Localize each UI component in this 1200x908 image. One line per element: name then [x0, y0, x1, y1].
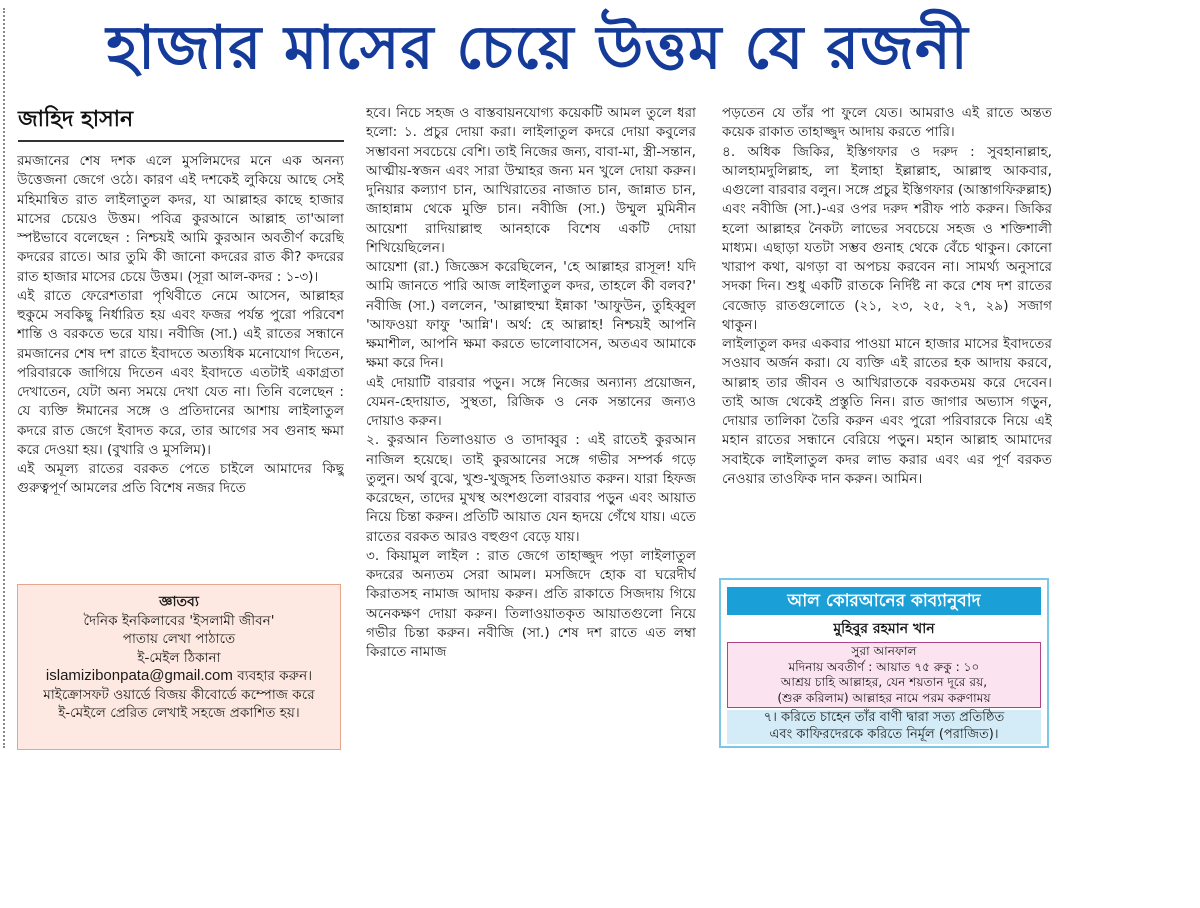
quran-box-title: আল কোরআনের কাব্যানুবাদ: [727, 587, 1041, 615]
article-column-1: [17, 152, 344, 582]
surah-name: সুরা আনফাল: [851, 644, 917, 658]
email-address[interactable]: islamizibonpata@gmail.com: [45, 667, 233, 684]
article-column-3: [722, 104, 1052, 574]
invocation-line: (শুরু করিলাম) আল্লাহর নামে পরম করুণাময়: [777, 690, 991, 705]
info-line: দৈনিক ইনকিলাবের 'ইসলামী জীবন': [83, 612, 275, 629]
byline: জাহিদ হাসান: [18, 107, 134, 132]
paragraph: রমজানের শেষ দশক এলে মুসলিমদের মনে এক অনন্য উত্তেজনা জেগে ওঠে। কারণ এই দশকেই লুকিয়ে আছে সেই মহিমান্বিত রাত লাইলাতুল কদর, যা আল্লাহর কাছে হাজার মাসের চেয়েও উত্তম। পবিত্র কুরআনে আল্লাহ তা'আলা স্পষ্টভাবে বলেছেন : নিশ্চয়ই আমি কুরআন অবতীর্ণ করেছি কদরের রাতে। আর তুমি কী জানো কদরের রাত কী? কদরের রাত হাজার মাসের চেয়ে উত্তম। (সূরা আল-কদর : ১-৩)।: [17, 153, 344, 285]
paragraph: এই রাতে ফেরেশতারা পৃথিবীতে নেমে আসেন, আল্লাহর হুকুমে সবকিছু নির্ধারিত হয় এবং ফজর পর্যন্ত পুরো পরিবেশ শান্তি ও বরকতে ভরে যায়। নবীজি (সা.) এই রাতের সন্ধানে রমজানের শেষ দশ রাতে ইবাদতে অত্যধিক মনোযোগ দিতেন, পরিবারকে জাগিয়ে দিতেন এবং ইবাদতে এতটাই একাগ্রতা দেখাতেন, যেটা অন্য সময়ে দেখা যেত না। তিনি বলেছেন : যে ব্যক্তি ঈমানের সঙ্গে ও প্রতিদানের আশায় লাইলাতুল কদরে রাত জেগে ইবাদত করে, তার আগের সব গুনাহ ক্ষমা করে দেওয়া হয়। (বুখারি ও মুসলিম)।: [17, 287, 344, 458]
verse-text: [727, 710, 1041, 744]
quran-translation-box: [719, 578, 1049, 748]
info-line: ই-মেইল ঠিকানা: [137, 649, 221, 666]
headline: হাজার মাসের চেয়ে উত্তম যে রজনী: [106, 13, 969, 83]
page-edge-dots: [3, 8, 5, 748]
surah-meta: মদিনায় অবতীর্ণ : আয়াত ৭৫ রুকু : ১০: [788, 659, 980, 674]
paragraph: এই অমূল্য রাতের বরকত পেতে চাইলে আমাদের কিছু গুরুত্বপূর্ণ আমলের প্রতি বিশেষ নজর দিতে: [17, 461, 344, 497]
verse-line: এবং কাফিরদেরকে করিতে নির্মূল (পরাজিত)।: [769, 726, 999, 742]
article-column-2: [366, 104, 696, 754]
paragraph: লাইলাতুল কদর একবার পাওয়া মানে হাজার মাসের ইবাদতের সওয়াব অর্জন করা। যে ব্যক্তি এই রাতের হক আদায় করবে, আল্লাহ তার জীবন ও আখিরাতকে বরকতময় করে দেবেন। তাই আজ থেকেই প্রস্তুতি নিন। রাত জাগার অভ্যাস গড়ুন, দোয়ার তালিকা তৈরি করুন এবং পুরো পরিবারকে নিয়ে এই মহান রাতের সন্ধানে বেরিয়ে পড়ুন। মহান আল্লাহ আমাদের সবাইকে লাইলাতুল কদর লাভ করার এবং এর পূর্ণ বরকত নেওয়ার তাওফিক দান করুন। আমিন।: [722, 336, 1052, 487]
paragraph: এই দোয়াটি বারবার পড়ুন। সঙ্গে নিজের অন্যান্য প্রয়োজন, যেমন-হেদায়াত, সুস্থতা, রিজিক ও নেক সন্তানের জন্যও দোয়াও করুন।: [366, 374, 696, 429]
paragraph: ৪. অধিক জিকির, ইস্তিগফার ও দরুদ : সুবহানাল্লাহ, আলহামদুলিল্লাহ, লা ইলাহা ইল্লাল্লাহ, আল্লাহু আকবার, এগুলো বারবার বলুন। সঙ্গে প্রচুর ইস্তিগফার (আস্তাগফিরুল্লাহ) এবং নবীজি (সা.)-এর ওপর দরুদ শরীফ পাঠ করুন। জিকির হলো আল্লাহর নৈকট্য লাভের সবচেয়ে সহজ ও শক্তিশালী মাধ্যম। এছাড়া যতটা সম্ভব গুনাহ থেকে বেঁচে থাকুন। কোনো খারাপ কথা, ঝগড়া বা অপচয় করবেন না। সামর্থ্য অনুসারে সদকা দিন। শুধু একটি রাতকে নির্দিষ্ট না করে শেষ দশ রাতের বেজোড় রাতগুলোতে (২১, ২৩, ২৫, ২৭, ২৯) সজাগ থাকুন।: [722, 143, 1052, 333]
info-line: ই-মেইলে প্রেরিত লেখাই সহজে প্রকাশিত হয়।: [58, 705, 300, 721]
paragraph: হবে। নিচে সহজ ও বাস্তবায়নযোগ্য কয়েকটি আমল তুলে ধরা হলো: ১. প্রচুর দোয়া করা। লাইলাতুল কদরে দোয়া কবুলের সম্ভাবনা সবচেয়ে বেশি। তাই নিজের জন্য, বাবা-মা, স্ত্রী-সন্তান, আত্মীয়-স্বজন এবং সারা উম্মাহর জন্য মন খুলে দোয়া করুন। দুনিয়ার কল্যাণ চান, আখিরাতের নাজাত চান, জান্নাত চান, জাহান্নাম থেকে মুক্তি চান। নবীজি (সা.) উম্মুল মুমিনীন আয়েশা রাদিয়াল্লাহু আনহাকে বিশেষ একটি দোয়া শিখিয়েছিলেন।: [366, 105, 696, 256]
paragraph: ২. কুরআন তিলাওয়াত ও তাদাব্বুর : এই রাতেই কুরআন নাজিল হয়েছে। তাই কুরআনের সঙ্গে গভীর সম্পর্ক গড়ে তুলুন। অর্থ বুঝে, খুশু-খুজুসহ তিলাওয়াত করুন। যারা হিফজ করেছেন, তাদের মুখস্থ অংশগুলো বারবার পড়ুন এবং আয়াত নিয়ে চিন্তা করুন। প্রতিটি আয়াত যেন হৃদয়ে গেঁথে যায়। এতে রাতের বরকত আরও বহুগুণ বেড়ে যায়।: [366, 432, 696, 545]
info-line: পাতায় লেখা পাঠাতে: [122, 631, 236, 647]
surah-info: [727, 642, 1041, 708]
info-email-suffix: ব্যবহার করুন।: [237, 668, 313, 684]
info-line: মাইক্রোসফট ওয়ার্ডে বিজয় কীবোর্ডে কম্পোজ করে: [43, 686, 315, 703]
invocation-line: আশ্রয় চাহি আল্লাহর, যেন শয়তান দূরে রয়,: [780, 675, 988, 689]
paragraph: আয়েশা (রা.) জিজ্ঞেস করেছিলেন, 'হে আল্লাহর রাসূল! যদি আমি জানতে পারি আজ লাইলাতুল কদর, তাহলে কী বলব?' নবীজি (সা.) বললেন, 'আল্লাহুম্মা ইন্নাকা 'আফুউন, তুহিব্বুল 'আফওয়া ফাফু 'আন্নি'। অর্থ: হে আল্লাহ! নিশ্চয়ই আপনি ক্ষমাশীল, আপনি ক্ষমা করতে ভালোবাসেন, অতএব আমাকে ক্ষমা করে দিন।: [366, 259, 696, 372]
info-box-title: জ্ঞাতব্য: [159, 594, 199, 610]
quran-box-author: মুহিবুর রহমান খান: [833, 621, 935, 637]
byline-rule: [18, 140, 344, 142]
info-email-line: [24, 667, 334, 686]
paragraph: ৩. কিয়ামুল লাইল : রাত জেগে তাহাজ্জুদ পড়া লাইলাতুল কদরের অন্যতম সেরা আমল। মসজিদে হোক বা ঘরেদীর্ঘ কিরাতসহ নামাজ আদায় করুন। প্রতি রাকাতে সিজদায় গিয়ে অনেকক্ষণ দোয়া করুন। তিলাওয়াতকৃত আয়াতগুলো নিয়ে গভীর চিন্তা করুন। নবীজি (সা.) শেষ দশ রাতে এত লম্বা কিরাতে নামাজ: [366, 547, 696, 660]
verse-line: ৭। করিতে চাহেন তাঁর বাণী দ্বারা সত্য প্রতিষ্ঠিত: [763, 710, 1005, 725]
submission-info-box: [17, 584, 341, 750]
paragraph: পড়তেন যে তাঁর পা ফুলে যেত। আমরাও এই রাতে অন্তত কয়েক রাকাত তাহাজ্জুদ আদায় করতে পারি।: [722, 105, 1052, 141]
